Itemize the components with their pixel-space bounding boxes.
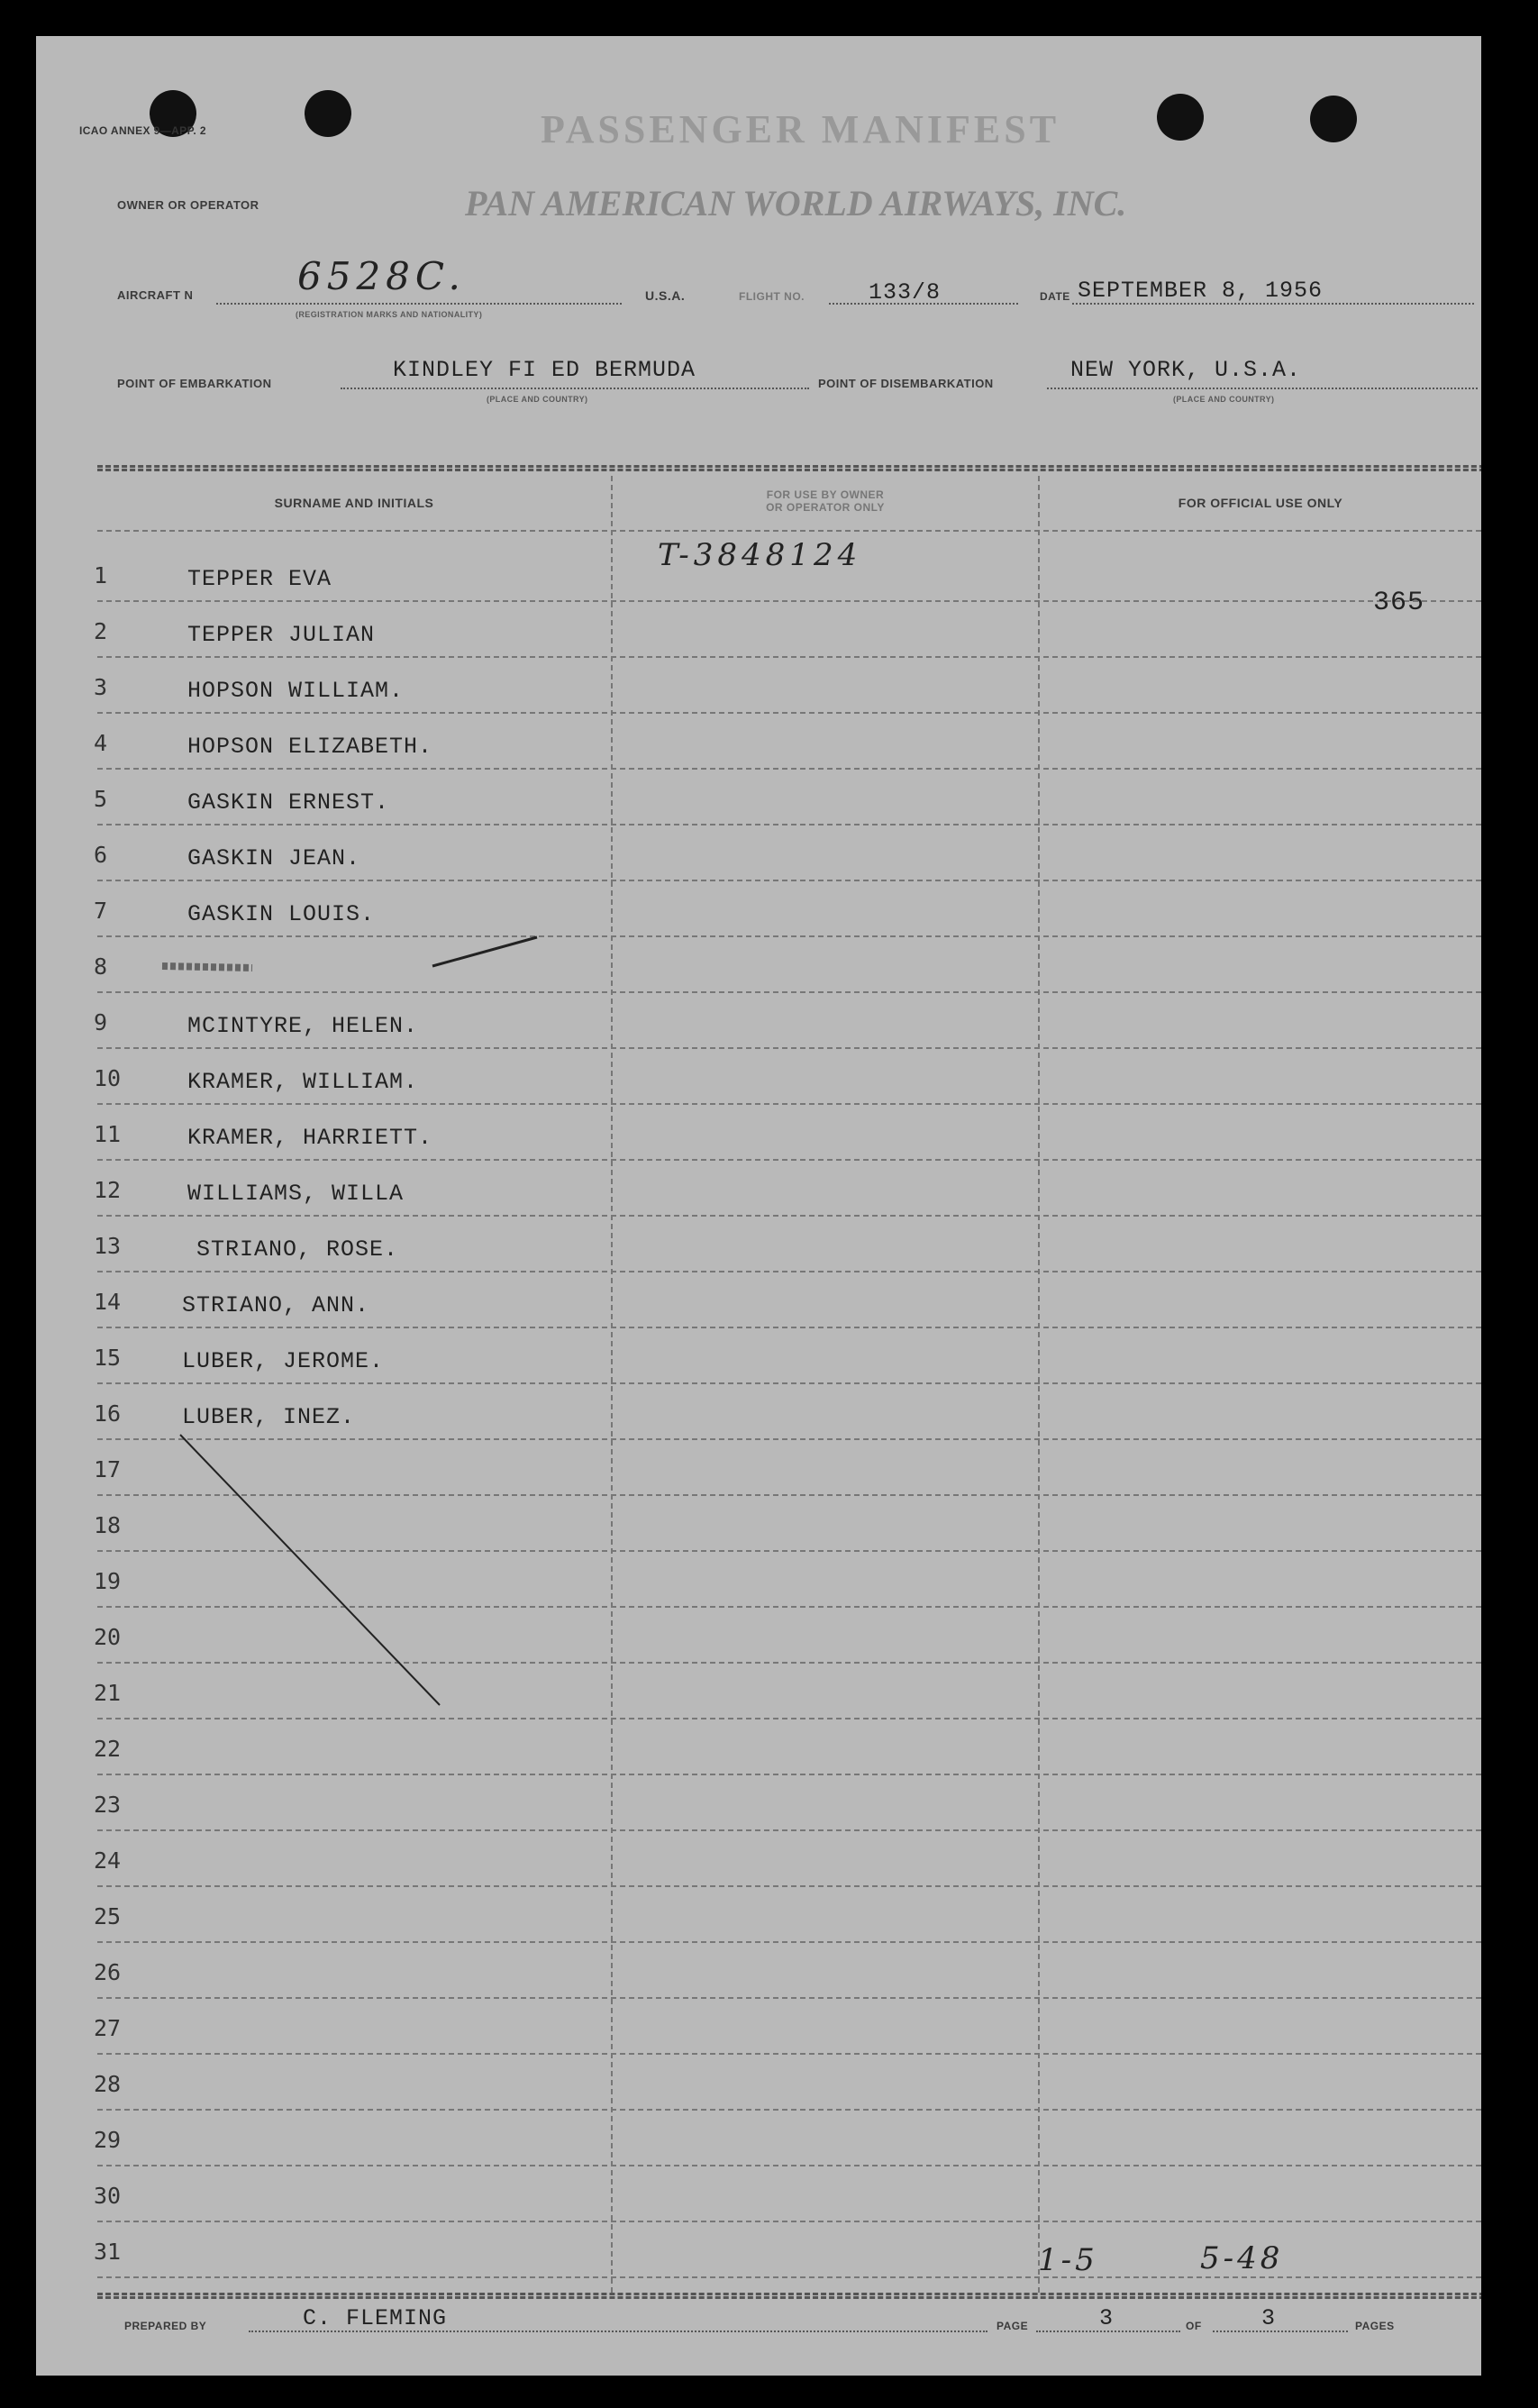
row-rule [97, 2165, 1481, 2166]
date-label: DATE [1040, 290, 1070, 303]
row-rule [97, 1941, 1481, 1943]
of-label: OF [1186, 2320, 1202, 2332]
row-rule [97, 600, 1481, 602]
row-rule [97, 935, 1481, 937]
row-number: 8 [94, 953, 108, 980]
row-number: 11 [94, 1121, 122, 1147]
row-rule [97, 712, 1481, 714]
column-divider-2 [1038, 476, 1040, 2293]
form-title: PASSENGER MANIFEST [541, 107, 1060, 151]
of-underline [1213, 2330, 1348, 2332]
page-label: PAGE [997, 2320, 1029, 2332]
row-rule [97, 1829, 1481, 1831]
passenger-name: KRAMER, HARRIETT. [187, 1125, 433, 1151]
disembarkation-caption: (PLACE AND COUNTRY) [1173, 395, 1275, 404]
punch-hole [305, 90, 351, 137]
owner-ticket-number: T-3848124 [658, 537, 862, 573]
row31-owner-note: 1-5 [1038, 2242, 1098, 2278]
passenger-name: WILLIAMS, WILLA [187, 1181, 405, 1207]
disembarkation-label: POINT OF DISEMBARKATION [818, 377, 994, 390]
row-rule [97, 880, 1481, 881]
punch-hole [1157, 94, 1204, 141]
passenger-name: GASKIN ERNEST. [187, 789, 390, 816]
row-rule [97, 1997, 1481, 1999]
row8-strike-mark [432, 937, 537, 966]
row-rule [97, 1271, 1481, 1272]
row-number: 24 [94, 1847, 122, 1874]
owner-column-header-line2: OR OPERATOR ONLY [766, 501, 885, 514]
usa-label: U.S.A. [645, 288, 686, 303]
operator-label: OWNER OR OPERATOR [117, 198, 259, 212]
embarkation-caption: (PLACE AND COUNTRY) [487, 395, 588, 404]
row-rule [97, 1215, 1481, 1217]
page-value: 3 [1099, 2305, 1115, 2331]
row-number: 26 [94, 1959, 122, 1985]
row-rule [97, 1885, 1481, 1887]
date-underline [1072, 303, 1474, 305]
aircraft-underline [216, 303, 622, 305]
row-rule [97, 1550, 1481, 1552]
row-number: 18 [94, 1512, 122, 1538]
row-number: 25 [94, 1903, 122, 1929]
flight-label: FLIGHT NO. [739, 290, 805, 303]
passenger-name: GASKIN JEAN. [187, 845, 361, 871]
disembarkation-value: NEW YORK, U.S.A. [1070, 357, 1302, 383]
table-bottom-border [97, 2293, 1481, 2299]
passenger-name: HOPSON ELIZABETH. [187, 734, 433, 760]
passenger-name: MCINTYRE, HELEN. [187, 1013, 419, 1039]
column-divider-1 [611, 476, 613, 2293]
row-rule [97, 824, 1481, 825]
pages-label: PAGES [1355, 2320, 1395, 2332]
row-number: 14 [94, 1289, 122, 1315]
row-rule [97, 1382, 1481, 1384]
row-number: 15 [94, 1345, 122, 1371]
operator-value: PAN AMERICAN WORLD AIRWAYS, INC. [465, 183, 1127, 223]
surname-column-header: SURNAME AND INITIALS [274, 496, 434, 510]
row-rule [97, 2053, 1481, 2055]
passenger-name: HOPSON WILLIAM. [187, 678, 405, 704]
row-rule [97, 1047, 1481, 1049]
passenger-name: STRIANO, ANN. [182, 1292, 370, 1318]
row-number: 9 [94, 1009, 108, 1035]
header-separator [97, 530, 1481, 532]
row-rule [97, 1159, 1481, 1161]
aircraft-label: AIRCRAFT N [117, 288, 194, 302]
row-rule [97, 768, 1481, 770]
row-number: 29 [94, 2127, 122, 2153]
embarkation-label: POINT OF EMBARKATION [117, 377, 272, 390]
passenger-name: LUBER, JEROME. [182, 1348, 385, 1374]
row-number: 27 [94, 2015, 122, 2041]
row8-strike-mark [162, 966, 252, 968]
row-rule [97, 2109, 1481, 2111]
row-rule [97, 2221, 1481, 2222]
row-number: 10 [94, 1065, 122, 1091]
passenger-name: TEPPER JULIAN [187, 622, 376, 648]
flight-value: 133/8 [869, 279, 942, 306]
passenger-name: STRIANO, ROSE. [196, 1236, 399, 1263]
row-number: 19 [94, 1568, 122, 1594]
row-number: 16 [94, 1400, 122, 1427]
owner-column-header-line1: FOR USE BY OWNER [766, 488, 885, 501]
passenger-name: GASKIN LOUIS. [187, 901, 376, 927]
annex-label: ICAO ANNEX 9—APP. 2 [79, 124, 206, 137]
of-value: 3 [1261, 2305, 1277, 2331]
row-rule [97, 656, 1481, 658]
row-rule [97, 2276, 1481, 2278]
date-value: SEPTEMBER 8, 1956 [1078, 278, 1324, 304]
row-rule [97, 1327, 1481, 1328]
disembarkation-underline [1047, 388, 1478, 389]
row-number: 31 [94, 2239, 122, 2265]
flight-underline [829, 303, 1018, 305]
embarkation-value: KINDLEY FI ED BERMUDA [393, 357, 696, 383]
prepared-by-underline [249, 2330, 987, 2332]
row-number: 1 [94, 562, 108, 588]
row-number: 20 [94, 1624, 122, 1650]
aircraft-value: 6528C. [297, 254, 466, 298]
row-number: 21 [94, 1680, 122, 1706]
registration-caption: (REGISTRATION MARKS AND NATIONALITY) [296, 310, 483, 319]
passenger-name: KRAMER, WILLIAM. [187, 1069, 419, 1095]
row-number: 28 [94, 2071, 122, 2097]
row-number: 12 [94, 1177, 122, 1203]
row-rule [97, 1103, 1481, 1105]
row31-official-note: 5-48 [1200, 2240, 1284, 2276]
row-number: 2 [94, 618, 108, 644]
row-number: 3 [94, 674, 108, 700]
table-top-border [97, 465, 1481, 471]
row-number: 17 [94, 1456, 122, 1482]
row-number: 7 [94, 898, 108, 924]
punch-hole [1310, 96, 1357, 142]
row-number: 22 [94, 1736, 122, 1762]
row-rule [97, 1662, 1481, 1664]
row-rule [97, 1438, 1481, 1440]
row-rule [97, 1774, 1481, 1775]
row-number: 13 [94, 1233, 122, 1259]
row-rule [97, 991, 1481, 993]
official-column-header: FOR OFFICIAL USE ONLY [1178, 496, 1343, 510]
prepared-by-value: C. FLEMING [303, 2305, 448, 2331]
row-number: 23 [94, 1792, 122, 1818]
embarkation-underline [341, 388, 809, 389]
void-diagonal-line [180, 1435, 440, 1705]
row-number: 5 [94, 786, 108, 812]
row-rule [97, 1494, 1481, 1496]
row-rule [97, 1718, 1481, 1719]
row-number: 6 [94, 842, 108, 868]
passenger-name: TEPPER EVA [187, 566, 332, 592]
page-underline [1036, 2330, 1180, 2332]
row-number: 30 [94, 2183, 122, 2209]
passenger-name: LUBER, INEZ. [182, 1404, 356, 1430]
row-rule [97, 1606, 1481, 1608]
row-number: 4 [94, 730, 108, 756]
prepared-by-label: PREPARED BY [124, 2320, 207, 2332]
official-stamp-number: 365 [1373, 588, 1425, 618]
manifest-sheet [36, 36, 1481, 2376]
